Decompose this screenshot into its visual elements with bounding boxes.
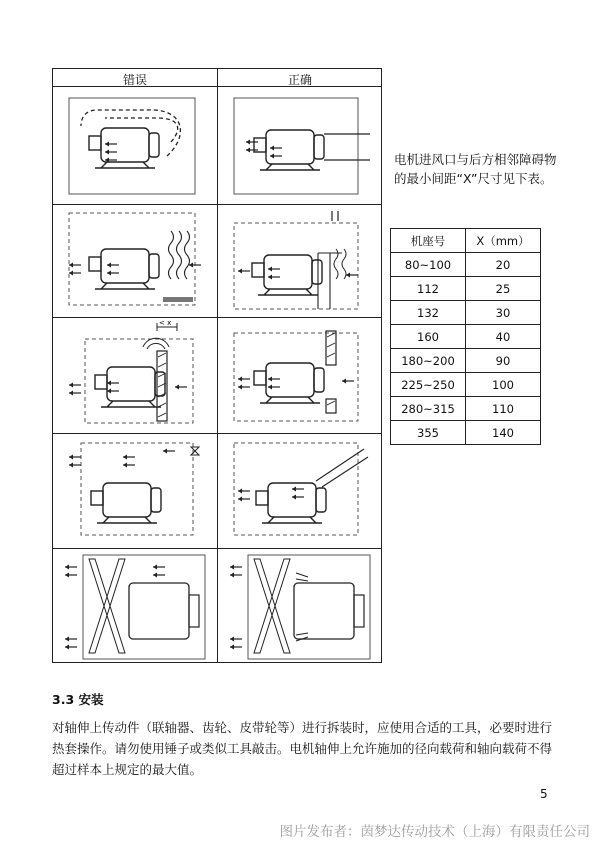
- table-header-cell: 机座号: [391, 229, 466, 253]
- section-body: 对轴伸上传动件（联轴器、齿轮、皮带轮等）进行拆装时，应使用合适的工具，必要时进行热套操作。请勿使用锤子或类似工具敲击。电机轴伸上允许施加的径向载荷和轴向载荷不得超过样本上规定的最大值。: [52, 720, 553, 777]
- grid-divider: [53, 433, 381, 434]
- figure-right-heat-exhaust: [232, 209, 372, 313]
- table-row: [391, 325, 541, 349]
- figure-wrong-fan-inlet: [63, 553, 213, 661]
- gap-label: < x: [159, 321, 172, 327]
- clearance-note: 电机进风口与后方相邻障碍物的最小间距“X”尺寸见下表。: [394, 152, 557, 186]
- clearance-cell: 140: [466, 421, 541, 445]
- frame-size-cell: 160: [391, 325, 466, 349]
- installation-figure-grid: [52, 68, 382, 663]
- figure-right-exhaust-vent: [232, 437, 372, 542]
- table-header-row: [391, 229, 541, 253]
- figure-right-duct-inlet: [232, 96, 372, 196]
- column-header-wrong: 错误: [122, 73, 147, 87]
- grid-divider: [53, 317, 381, 318]
- frame-size-cell: 112: [391, 277, 466, 301]
- table-row: [391, 349, 541, 373]
- clearance-table: [390, 228, 541, 445]
- figure-wrong-obstacle-close: [67, 321, 207, 426]
- frame-size-cell: 355: [391, 421, 466, 445]
- table-row: [391, 253, 541, 277]
- clearance-cell: 20: [466, 253, 541, 277]
- frame-size-cell: 280~315: [391, 397, 466, 421]
- grid-divider: [53, 548, 381, 549]
- table-row: [391, 373, 541, 397]
- figure-right-fan-inlet: [228, 553, 378, 661]
- frame-size-cell: 80~100: [391, 253, 466, 277]
- clearance-cell: 100: [466, 373, 541, 397]
- table-header-cell: X（mm）: [466, 229, 541, 253]
- figure-wrong-recirculation: [67, 96, 197, 196]
- figure-right-obstacle-gap: [232, 321, 372, 426]
- publisher-watermark: 图片发布者：茵梦达传动技术（上海）有限责任公司: [279, 824, 590, 840]
- table-row: [391, 277, 541, 301]
- column-header-right: 正确: [287, 73, 312, 87]
- clearance-cell: 90: [466, 349, 541, 373]
- clearance-cell: 30: [466, 301, 541, 325]
- clearance-cell: 110: [466, 397, 541, 421]
- table-row: [391, 397, 541, 421]
- clearance-cell: 25: [466, 277, 541, 301]
- figure-wrong-heat-source: [67, 211, 207, 311]
- page-number: 5: [540, 787, 548, 801]
- table-row: [391, 421, 541, 445]
- table-row: [391, 301, 541, 325]
- frame-size-cell: 132: [391, 301, 466, 325]
- grid-divider: [217, 69, 218, 662]
- frame-size-cell: 180~200: [391, 349, 466, 373]
- figure-wrong-exhaust-back: [67, 437, 207, 542]
- grid-divider: [53, 204, 381, 205]
- frame-size-cell: 225~250: [391, 373, 466, 397]
- section-title: 3.3 安装: [52, 692, 104, 707]
- clearance-cell: 40: [466, 325, 541, 349]
